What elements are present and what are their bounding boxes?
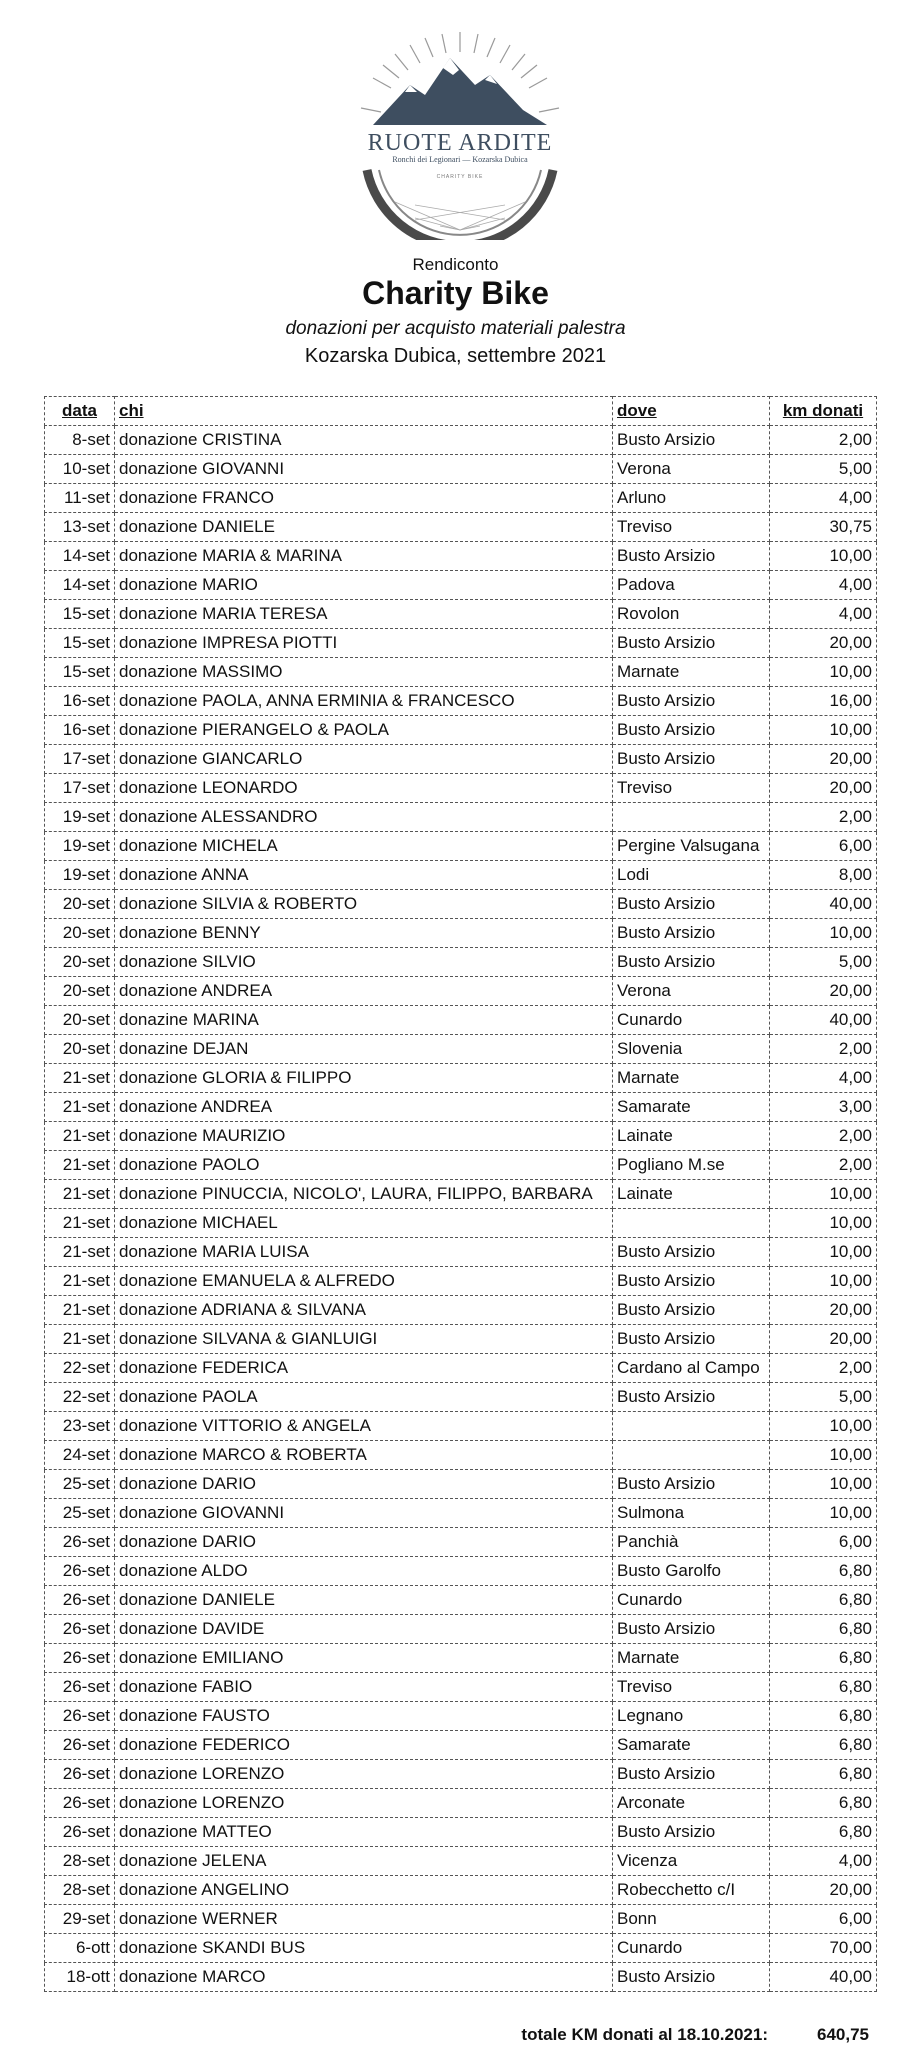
table-row [45, 600, 877, 629]
cell-chi: donazione MAURIZIO [115, 1122, 613, 1151]
cell-km: 2,00 [770, 1354, 877, 1383]
cell-chi: donazione ALDO [115, 1557, 613, 1586]
cell-data: 19-set [45, 861, 115, 890]
cell-chi: donazione MASSIMO [115, 658, 613, 687]
cell-km: 4,00 [770, 1064, 877, 1093]
cell-data: 21-set [45, 1180, 115, 1209]
cell-dove: Busto Arsizio [613, 1238, 770, 1267]
cell-data: 20-set [45, 890, 115, 919]
cell-km: 10,00 [770, 1470, 877, 1499]
cell-km: 6,80 [770, 1615, 877, 1644]
cell-km: 20,00 [770, 745, 877, 774]
cell-chi: donazione FEDERICO [115, 1731, 613, 1760]
total-label: totale KM donati al 18.10.2021: [521, 2025, 768, 2044]
table-row [45, 1528, 877, 1557]
cell-data: 23-set [45, 1412, 115, 1441]
cell-dove: Cunardo [613, 1006, 770, 1035]
cell-km: 2,00 [770, 1035, 877, 1064]
table-row [45, 1064, 877, 1093]
cell-km: 4,00 [770, 484, 877, 513]
cell-km: 2,00 [770, 1151, 877, 1180]
cell-km: 6,80 [770, 1760, 877, 1789]
cell-dove: Pogliano M.se [613, 1151, 770, 1180]
cell-km: 10,00 [770, 716, 877, 745]
cell-km: 6,00 [770, 1528, 877, 1557]
table-row [45, 890, 877, 919]
cell-km: 8,00 [770, 861, 877, 890]
cell-data: 28-set [45, 1847, 115, 1876]
cell-dove: Busto Garolfo [613, 1557, 770, 1586]
cell-data: 25-set [45, 1470, 115, 1499]
cell-data: 21-set [45, 1151, 115, 1180]
cell-km: 6,80 [770, 1673, 877, 1702]
cell-data: 18-ott [45, 1963, 115, 1992]
cell-chi: donazione BENNY [115, 919, 613, 948]
cell-km: 40,00 [770, 1006, 877, 1035]
table-row [45, 1267, 877, 1296]
table-row [45, 977, 877, 1006]
table-row [45, 1760, 877, 1789]
cell-dove: Vicenza [613, 1847, 770, 1876]
table-row [45, 1180, 877, 1209]
table-row [45, 426, 877, 455]
cell-data: 21-set [45, 1238, 115, 1267]
cell-chi: donazione ALESSANDRO [115, 803, 613, 832]
cell-dove: Busto Arsizio [613, 1470, 770, 1499]
table-row [45, 1876, 877, 1905]
cell-km: 3,00 [770, 1093, 877, 1122]
column-header-dove: dove [613, 397, 770, 426]
table-row [45, 1383, 877, 1412]
cell-dove: Padova [613, 571, 770, 600]
table-row [45, 1673, 877, 1702]
cell-dove: Busto Arsizio [613, 542, 770, 571]
cell-dove: Lainate [613, 1180, 770, 1209]
table-row [45, 919, 877, 948]
table-row [45, 1209, 877, 1238]
cell-km: 10,00 [770, 542, 877, 571]
cell-chi: donazione FAUSTO [115, 1702, 613, 1731]
cell-km: 20,00 [770, 629, 877, 658]
cell-dove: Legnano [613, 1702, 770, 1731]
cell-chi: donazione GLORIA & FILIPPO [115, 1064, 613, 1093]
cell-data: 25-set [45, 1499, 115, 1528]
cell-data: 26-set [45, 1702, 115, 1731]
table-row [45, 1934, 877, 1963]
cell-data: 14-set [45, 571, 115, 600]
cell-data: 14-set [45, 542, 115, 571]
cell-chi: donazione DARIO [115, 1470, 613, 1499]
cell-chi: donazione PAOLA [115, 1383, 613, 1412]
cell-km: 20,00 [770, 774, 877, 803]
cell-km: 10,00 [770, 1499, 877, 1528]
cell-data: 20-set [45, 919, 115, 948]
column-header-chi: chi [115, 397, 613, 426]
table-row [45, 1499, 877, 1528]
cell-km: 10,00 [770, 1209, 877, 1238]
cell-km: 40,00 [770, 1963, 877, 1992]
table-row [45, 948, 877, 977]
cell-dove: Cunardo [613, 1586, 770, 1615]
total-value: 640,75 [817, 2025, 869, 2044]
table-row [45, 455, 877, 484]
cell-dove: Busto Arsizio [613, 948, 770, 977]
column-header-data: data [45, 397, 115, 426]
cell-data: 21-set [45, 1122, 115, 1151]
cell-chi: donazione MATTEO [115, 1818, 613, 1847]
cell-dove: Busto Arsizio [613, 745, 770, 774]
cell-dove: Marnate [613, 1644, 770, 1673]
cell-dove: Busto Arsizio [613, 1615, 770, 1644]
table-row [45, 1789, 877, 1818]
cell-data: 26-set [45, 1673, 115, 1702]
table-row [45, 1615, 877, 1644]
cell-chi: donazione PINUCCIA, NICOLO', LAURA, FILIPPO, BARBARA [115, 1180, 613, 1209]
cell-dove: Busto Arsizio [613, 1760, 770, 1789]
cell-data: 15-set [45, 658, 115, 687]
cell-km: 6,80 [770, 1702, 877, 1731]
cell-dove: Busto Arsizio [613, 687, 770, 716]
table-row [45, 774, 877, 803]
table-row [45, 1557, 877, 1586]
cell-chi: donazione JELENA [115, 1847, 613, 1876]
cell-data: 29-set [45, 1905, 115, 1934]
cell-dove [613, 803, 770, 832]
cell-data: 20-set [45, 1035, 115, 1064]
header-place-date: Kozarska Dubica, settembre 2021 [304, 345, 607, 367]
cell-chi: donazione MICHELA [115, 832, 613, 861]
header-purpose: donazioni per acquisto materiali palestra [285, 318, 626, 339]
cell-km: 2,00 [770, 803, 877, 832]
cell-chi: donazione EMILIANO [115, 1644, 613, 1673]
cell-chi: donazione CRISTINA [115, 426, 613, 455]
cell-km: 10,00 [770, 1412, 877, 1441]
cell-km: 6,80 [770, 1557, 877, 1586]
cell-km: 30,75 [770, 513, 877, 542]
cell-km: 5,00 [770, 1383, 877, 1412]
table-row [45, 658, 877, 687]
cell-data: 6-ott [45, 1934, 115, 1963]
cell-data: 26-set [45, 1818, 115, 1847]
cell-km: 16,00 [770, 687, 877, 716]
cell-chi: donazione MARIO [115, 571, 613, 600]
logo-tagline: Ronchi dei Legionari — Kozarska Dubica [392, 155, 528, 164]
cell-km: 2,00 [770, 426, 877, 455]
cell-dove: Pergine Valsugana [613, 832, 770, 861]
cell-km: 6,80 [770, 1818, 877, 1847]
table-row [45, 1731, 877, 1760]
cell-chi: donazione MARIA LUISA [115, 1238, 613, 1267]
cell-dove: Bonn [613, 1905, 770, 1934]
cell-chi: donazione GIOVANNI [115, 1499, 613, 1528]
ruote-ardite-logo [355, 30, 565, 240]
table-row [45, 1905, 877, 1934]
column-header-km: km donati [770, 397, 877, 426]
cell-data: 8-set [45, 426, 115, 455]
cell-km: 20,00 [770, 1325, 877, 1354]
table-row [45, 1093, 877, 1122]
cell-dove: Busto Arsizio [613, 1383, 770, 1412]
cell-chi: donazione GIANCARLO [115, 745, 613, 774]
cell-km: 4,00 [770, 1847, 877, 1876]
cell-dove [613, 1209, 770, 1238]
cell-data: 17-set [45, 774, 115, 803]
cell-dove: Busto Arsizio [613, 426, 770, 455]
cell-chi: donazione DARIO [115, 1528, 613, 1557]
table-row [45, 1035, 877, 1064]
table-header-row [45, 397, 877, 426]
cell-dove: Panchià [613, 1528, 770, 1557]
cell-data: 21-set [45, 1296, 115, 1325]
cell-dove: Cardano al Campo [613, 1354, 770, 1383]
cell-km: 6,80 [770, 1731, 877, 1760]
cell-chi: donazione ANGELINO [115, 1876, 613, 1905]
cell-dove: Treviso [613, 513, 770, 542]
cell-data: 26-set [45, 1586, 115, 1615]
table-row [45, 861, 877, 890]
cell-data: 15-set [45, 600, 115, 629]
cell-chi: donazione DANIELE [115, 513, 613, 542]
cell-data: 21-set [45, 1325, 115, 1354]
cell-chi: donazine MARINA [115, 1006, 613, 1035]
cell-data: 26-set [45, 1615, 115, 1644]
cell-data: 11-set [45, 484, 115, 513]
table-row [45, 1702, 877, 1731]
table-row [45, 571, 877, 600]
cell-dove: Marnate [613, 658, 770, 687]
cell-dove: Arconate [613, 1789, 770, 1818]
cell-km: 70,00 [770, 1934, 877, 1963]
cell-data: 26-set [45, 1557, 115, 1586]
cell-chi: donazione SILVIO [115, 948, 613, 977]
cell-km: 40,00 [770, 890, 877, 919]
cell-dove [613, 1441, 770, 1470]
cell-data: 26-set [45, 1731, 115, 1760]
table-row [45, 513, 877, 542]
cell-dove: Busto Arsizio [613, 1963, 770, 1992]
cell-dove: Busto Arsizio [613, 919, 770, 948]
cell-data: 13-set [45, 513, 115, 542]
cell-chi: donazione EMANUELA & ALFREDO [115, 1267, 613, 1296]
cell-chi: donazione DANIELE [115, 1586, 613, 1615]
cell-data: 26-set [45, 1760, 115, 1789]
cell-km: 6,80 [770, 1789, 877, 1818]
table-row [45, 1238, 877, 1267]
cell-data: 19-set [45, 803, 115, 832]
cell-chi: donazione ADRIANA & SILVANA [115, 1296, 613, 1325]
table-row [45, 629, 877, 658]
table-row [45, 1470, 877, 1499]
table-row [45, 1441, 877, 1470]
cell-chi: donazine DEJAN [115, 1035, 613, 1064]
cell-km: 4,00 [770, 600, 877, 629]
cell-dove: Busto Arsizio [613, 716, 770, 745]
table-row [45, 542, 877, 571]
cell-data: 15-set [45, 629, 115, 658]
table-row [45, 1122, 877, 1151]
cell-data: 26-set [45, 1644, 115, 1673]
table-row [45, 1296, 877, 1325]
cell-dove: Busto Arsizio [613, 1818, 770, 1847]
cell-data: 21-set [45, 1209, 115, 1238]
cell-dove: Verona [613, 977, 770, 1006]
cell-data: 26-set [45, 1789, 115, 1818]
cell-km: 4,00 [770, 571, 877, 600]
cell-chi: donazione ANDREA [115, 977, 613, 1006]
cell-chi: donazione LORENZO [115, 1789, 613, 1818]
table-row [45, 484, 877, 513]
cell-data: 22-set [45, 1383, 115, 1412]
cell-dove: Robecchetto c/I [613, 1876, 770, 1905]
cell-km: 10,00 [770, 919, 877, 948]
cell-chi: donazione ANNA [115, 861, 613, 890]
cell-chi: donazione WERNER [115, 1905, 613, 1934]
logo-sub: CHARITY BIKE [436, 174, 484, 180]
cell-dove: Rovolon [613, 600, 770, 629]
cell-data: 10-set [45, 455, 115, 484]
cell-dove: Busto Arsizio [613, 890, 770, 919]
cell-chi: donazione FRANCO [115, 484, 613, 513]
cell-chi: donazione SILVANA & GIANLUIGI [115, 1325, 613, 1354]
donations-table [44, 396, 877, 1992]
cell-km: 10,00 [770, 1180, 877, 1209]
cell-chi: donazione GIOVANNI [115, 455, 613, 484]
cell-dove: Slovenia [613, 1035, 770, 1064]
table-row [45, 832, 877, 861]
cell-dove: Verona [613, 455, 770, 484]
cell-chi: donazione MICHAEL [115, 1209, 613, 1238]
table-row [45, 1354, 877, 1383]
table-row [45, 1151, 877, 1180]
cell-km: 20,00 [770, 1876, 877, 1905]
cell-km: 5,00 [770, 948, 877, 977]
table-row [45, 716, 877, 745]
cell-km: 6,80 [770, 1644, 877, 1673]
cell-data: 21-set [45, 1267, 115, 1296]
cell-km: 6,00 [770, 832, 877, 861]
cell-dove: Samarate [613, 1093, 770, 1122]
cell-chi: donazione MARCO [115, 1963, 613, 1992]
cell-dove: Treviso [613, 774, 770, 803]
table-row [45, 1325, 877, 1354]
cell-chi: donazione PIERANGELO & PAOLA [115, 716, 613, 745]
table-row [45, 1586, 877, 1615]
cell-dove: Busto Arsizio [613, 1296, 770, 1325]
cell-data: 16-set [45, 687, 115, 716]
table-body [45, 426, 877, 1992]
cell-km: 5,00 [770, 455, 877, 484]
cell-data: 20-set [45, 1006, 115, 1035]
cell-chi: donazione MARIA & MARINA [115, 542, 613, 571]
cell-chi: donazione FEDERICA [115, 1354, 613, 1383]
table-row [45, 745, 877, 774]
table-row [45, 1963, 877, 1992]
table-row [45, 687, 877, 716]
cell-data: 17-set [45, 745, 115, 774]
cell-km: 6,00 [770, 1905, 877, 1934]
cell-chi: donazione DAVIDE [115, 1615, 613, 1644]
table-row [45, 1006, 877, 1035]
table-row [45, 1644, 877, 1673]
cell-data: 22-set [45, 1354, 115, 1383]
cell-chi: donazione ANDREA [115, 1093, 613, 1122]
cell-km: 10,00 [770, 658, 877, 687]
cell-data: 26-set [45, 1528, 115, 1557]
table-row [45, 1412, 877, 1441]
cell-km: 10,00 [770, 1267, 877, 1296]
cell-km: 20,00 [770, 977, 877, 1006]
cell-dove: Samarate [613, 1731, 770, 1760]
cell-chi: donazione SKANDI BUS [115, 1934, 613, 1963]
cell-data: 21-set [45, 1093, 115, 1122]
cell-dove: Lodi [613, 861, 770, 890]
table-row [45, 1818, 877, 1847]
cell-data: 24-set [45, 1441, 115, 1470]
cell-km: 20,00 [770, 1296, 877, 1325]
cell-dove: Lainate [613, 1122, 770, 1151]
cell-dove: Busto Arsizio [613, 1267, 770, 1296]
table-row [45, 1847, 877, 1876]
cell-chi: donazione SILVIA & ROBERTO [115, 890, 613, 919]
cell-chi: donazione PAOLA, ANNA ERMINIA & FRANCESCO [115, 687, 613, 716]
cell-data: 16-set [45, 716, 115, 745]
cell-chi: donazione IMPRESA PIOTTI [115, 629, 613, 658]
cell-km: 2,00 [770, 1122, 877, 1151]
cell-dove: Marnate [613, 1064, 770, 1093]
cell-chi: donazione PAOLO [115, 1151, 613, 1180]
cell-dove: Busto Arsizio [613, 629, 770, 658]
cell-chi: donazione VITTORIO & ANGELA [115, 1412, 613, 1441]
cell-dove: Arluno [613, 484, 770, 513]
cell-km: 6,80 [770, 1586, 877, 1615]
cell-data: 20-set [45, 977, 115, 1006]
cell-data: 21-set [45, 1064, 115, 1093]
cell-data: 20-set [45, 948, 115, 977]
cell-data: 19-set [45, 832, 115, 861]
logo-brand: RUOTE ARDITE [367, 130, 553, 156]
page-title: Charity Bike [362, 275, 549, 311]
cell-chi: donazione MARIA TERESA [115, 600, 613, 629]
cell-chi: donazione LEONARDO [115, 774, 613, 803]
cell-km: 10,00 [770, 1441, 877, 1470]
cell-chi: donazione FABIO [115, 1673, 613, 1702]
cell-data: 28-set [45, 1876, 115, 1905]
cell-km: 10,00 [770, 1238, 877, 1267]
cell-dove: Busto Arsizio [613, 1325, 770, 1354]
cell-dove: Sulmona [613, 1499, 770, 1528]
cell-dove: Treviso [613, 1673, 770, 1702]
header-subtitle: Rendiconto [412, 255, 499, 274]
cell-dove [613, 1412, 770, 1441]
cell-chi: donazione LORENZO [115, 1760, 613, 1789]
table-row [45, 803, 877, 832]
cell-chi: donazione MARCO & ROBERTA [115, 1441, 613, 1470]
cell-dove: Cunardo [613, 1934, 770, 1963]
